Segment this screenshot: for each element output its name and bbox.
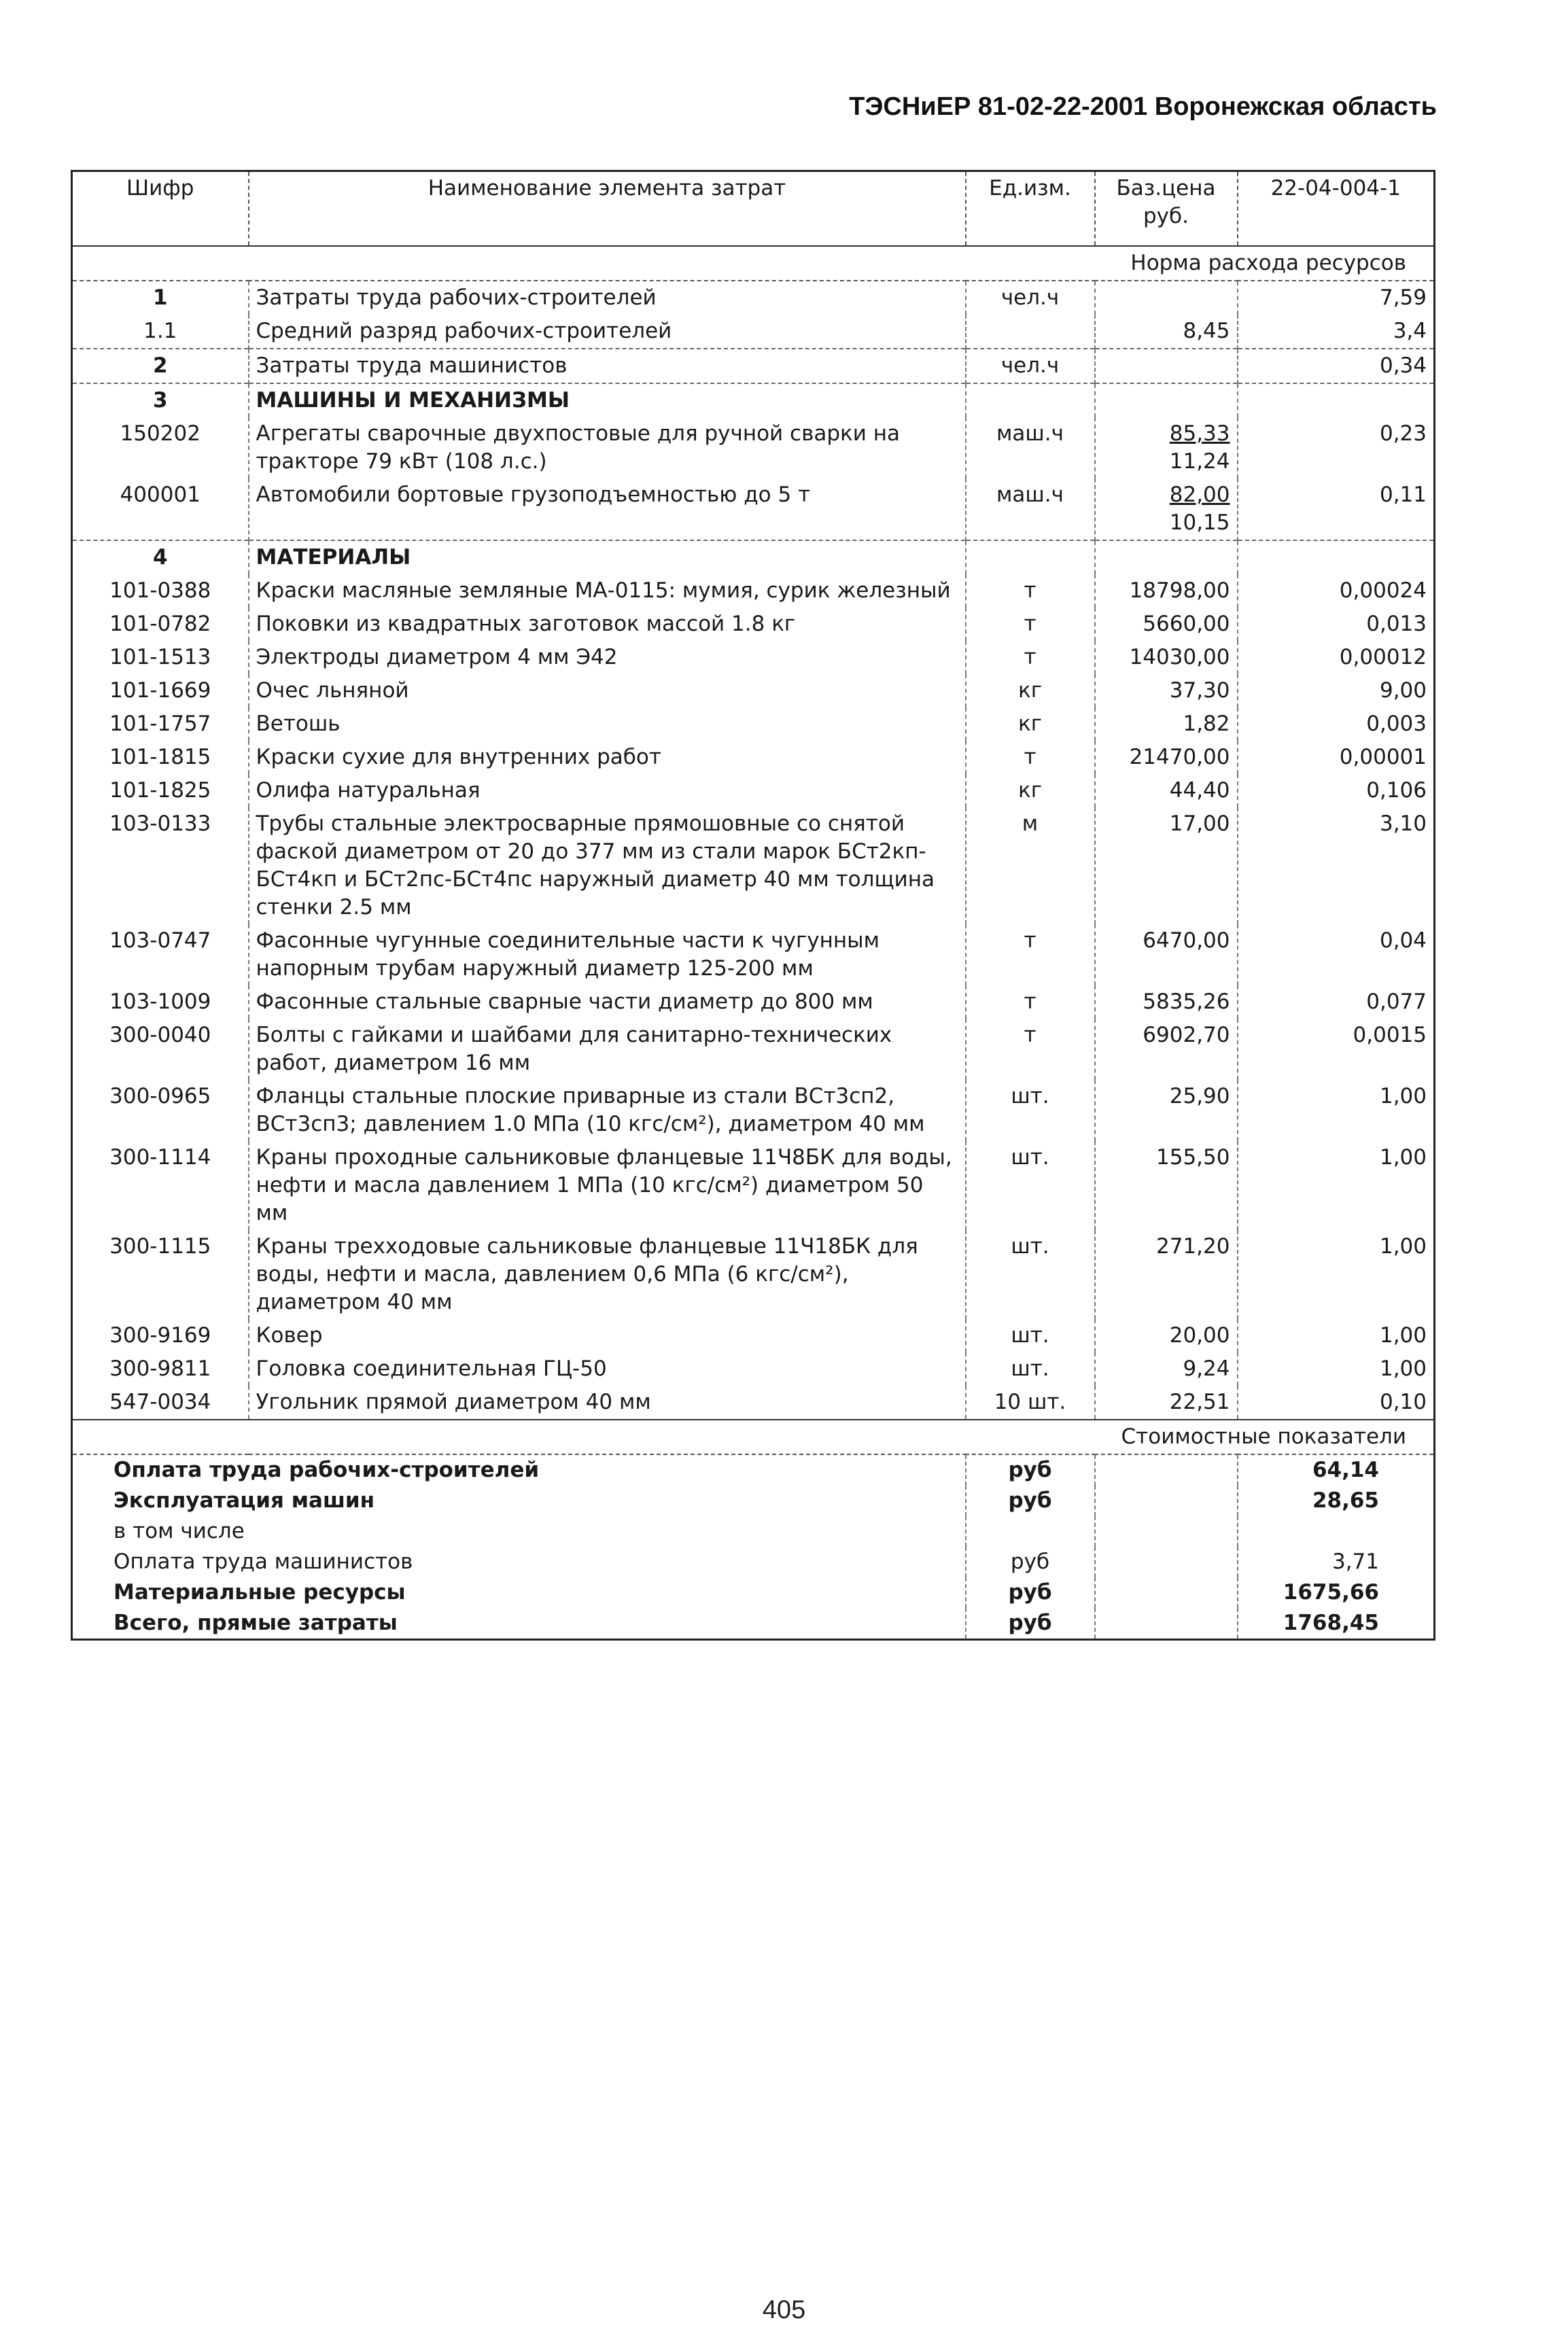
row-price bbox=[1095, 478, 1238, 540]
row-name: Краны проходные сальниковые фланцевые 11Ч8БК для воды, нефти и масла давлением 1 МПа (10 кгс/см²) диаметром 50 мм bbox=[249, 1141, 966, 1230]
header-unit: Ед.изм. bbox=[966, 171, 1095, 247]
row-name: Головка соединительная ГЦ-50 bbox=[249, 1352, 966, 1386]
row-price-value: 6470,00 bbox=[1143, 928, 1230, 953]
row-norm: 3,10 bbox=[1238, 807, 1435, 924]
total-value: 3,71 bbox=[1238, 1547, 1435, 1577]
total-unit: руб bbox=[966, 1547, 1095, 1577]
row-price bbox=[1095, 1352, 1238, 1386]
row-norm: 3,4 bbox=[1238, 315, 1435, 349]
row-price bbox=[1095, 1019, 1238, 1080]
row-price-salary: 11,24 bbox=[1169, 449, 1230, 474]
row-name: Угольник прямой диаметром 40 мм bbox=[249, 1386, 966, 1420]
table-row bbox=[72, 478, 1435, 540]
header-name: Наименование элемента затрат bbox=[249, 171, 966, 247]
row-price bbox=[1095, 574, 1238, 608]
row-price bbox=[1095, 383, 1238, 417]
row-price bbox=[1095, 1386, 1238, 1420]
row-code: 103-1009 bbox=[109, 990, 211, 1014]
row-norm: 0,0015 bbox=[1238, 1019, 1435, 1080]
total-value: 1675,66 bbox=[1238, 1577, 1435, 1608]
norms-label-row bbox=[72, 246, 1435, 281]
table-row bbox=[72, 1230, 1435, 1319]
row-name: Автомобили бортовые грузоподъемностью до 5 т bbox=[249, 478, 966, 540]
total-price-empty bbox=[1095, 1486, 1238, 1516]
row-price bbox=[1095, 774, 1238, 807]
row-norm bbox=[1238, 383, 1435, 417]
total-price-empty bbox=[1095, 1608, 1238, 1640]
row-norm: 0,10 bbox=[1238, 1386, 1435, 1420]
row-code: 300-1114 bbox=[109, 1145, 211, 1170]
row-unit bbox=[966, 315, 1095, 349]
row-code: 300-0040 bbox=[109, 1023, 211, 1047]
row-name: Ковер bbox=[249, 1319, 966, 1352]
row-name: Фасонные стальные сварные части диаметр до 800 мм bbox=[249, 985, 966, 1019]
row-price bbox=[1095, 315, 1238, 349]
row-name: Краны трехходовые сальниковые фланцевые 11Ч18БК для воды, нефти и масла, давлением 0,6 МПа (6 кгс/см²), диаметром 40 мм bbox=[249, 1230, 966, 1319]
row-price bbox=[1095, 608, 1238, 641]
row-code: 1 bbox=[152, 285, 168, 310]
row-unit: т bbox=[966, 985, 1095, 1019]
row-code: 300-1115 bbox=[109, 1234, 211, 1259]
row-unit: шт. bbox=[966, 1141, 1095, 1230]
row-norm: 1,00 bbox=[1238, 1230, 1435, 1319]
header-code: Шифр bbox=[72, 171, 249, 247]
row-code: 101-1669 bbox=[109, 678, 211, 703]
total-name: в том числе bbox=[114, 1519, 245, 1543]
row-name: Агрегаты сварочные двухпостовые для ручной сварки на тракторе 79 кВт (108 л.с.) bbox=[249, 417, 966, 478]
table-row bbox=[72, 807, 1435, 924]
row-price bbox=[1095, 1230, 1238, 1319]
table-row bbox=[72, 1019, 1435, 1080]
row-price bbox=[1095, 417, 1238, 478]
row-norm: 0,077 bbox=[1238, 985, 1435, 1019]
table-row bbox=[72, 417, 1435, 478]
row-price bbox=[1095, 540, 1238, 574]
row-name: Затраты труда рабочих-строителей bbox=[249, 281, 966, 315]
total-row bbox=[72, 1577, 1435, 1608]
row-price bbox=[1095, 281, 1238, 315]
table-row bbox=[72, 774, 1435, 807]
table-row bbox=[72, 641, 1435, 674]
row-norm: 1,00 bbox=[1238, 1352, 1435, 1386]
row-unit: шт. bbox=[966, 1352, 1095, 1386]
row-unit: кг bbox=[966, 774, 1095, 807]
row-name: МАШИНЫ И МЕХАНИЗМЫ bbox=[249, 383, 966, 417]
cost-label: Стоимостные показатели bbox=[72, 1420, 1435, 1454]
header-price: Баз.цена руб. bbox=[1095, 171, 1238, 247]
table-row bbox=[72, 707, 1435, 741]
table-row bbox=[72, 281, 1435, 315]
row-code: 103-0133 bbox=[109, 811, 211, 836]
row-price bbox=[1095, 1080, 1238, 1141]
row-code: 300-9811 bbox=[109, 1356, 211, 1381]
page-number: 405 bbox=[762, 2296, 806, 2324]
total-unit: руб bbox=[966, 1454, 1095, 1486]
total-row bbox=[72, 1547, 1435, 1577]
cost-label-row bbox=[72, 1420, 1435, 1454]
row-name: Затраты труда машинистов bbox=[249, 349, 966, 383]
row-price bbox=[1095, 985, 1238, 1019]
row-price-salary: 10,15 bbox=[1169, 510, 1230, 535]
cost-table bbox=[71, 170, 1435, 1641]
row-price-value: 5835,26 bbox=[1143, 990, 1230, 1014]
row-price-value: 85,33 bbox=[1169, 421, 1230, 446]
row-code: 101-1757 bbox=[109, 712, 211, 736]
row-name: Ветошь bbox=[249, 707, 966, 741]
row-code: 2 bbox=[72, 349, 249, 383]
section-row bbox=[72, 383, 1435, 417]
row-code: 300-0965 bbox=[109, 1084, 211, 1108]
row-norm: 1,00 bbox=[1238, 1319, 1435, 1352]
total-value: 1768,45 bbox=[1238, 1608, 1435, 1640]
row-code: 101-1513 bbox=[109, 645, 211, 669]
total-price-empty bbox=[1095, 1516, 1238, 1547]
total-name: Всего, прямые затраты bbox=[114, 1611, 398, 1635]
row-unit: кг bbox=[966, 707, 1095, 741]
total-name: Материальные ресурсы bbox=[114, 1580, 406, 1605]
row-price-value: 1,82 bbox=[1183, 712, 1230, 736]
table-row bbox=[72, 574, 1435, 608]
row-price-value: 271,20 bbox=[1156, 1234, 1230, 1259]
table-row bbox=[72, 608, 1435, 641]
table-row bbox=[72, 1080, 1435, 1141]
row-code: 1.1 bbox=[143, 319, 177, 343]
row-unit: т bbox=[966, 608, 1095, 641]
row-price-value: 21470,00 bbox=[1129, 745, 1230, 769]
row-code: 101-1825 bbox=[109, 778, 211, 803]
row-unit bbox=[966, 383, 1095, 417]
row-name: Краски сухие для внутренних работ bbox=[249, 741, 966, 774]
row-unit: т bbox=[966, 574, 1095, 608]
total-name: Эксплуатация машин bbox=[114, 1488, 375, 1513]
row-norm: 0,00024 bbox=[1238, 574, 1435, 608]
row-name: Средний разряд рабочих-строителей bbox=[249, 315, 966, 349]
total-unit: руб bbox=[966, 1577, 1095, 1608]
row-unit: т bbox=[966, 741, 1095, 774]
row-price-value: 82,00 bbox=[1169, 483, 1230, 507]
row-price bbox=[1095, 641, 1238, 674]
row-code: 3 bbox=[72, 383, 249, 417]
row-price-value: 9,24 bbox=[1183, 1356, 1230, 1381]
row-norm: 0,013 bbox=[1238, 608, 1435, 641]
row-code: 547-0034 bbox=[109, 1390, 211, 1414]
total-price-empty bbox=[1095, 1577, 1238, 1608]
total-row bbox=[72, 1454, 1435, 1486]
row-price-value: 37,30 bbox=[1169, 678, 1230, 703]
row-price-value: 18798,00 bbox=[1129, 578, 1230, 603]
row-unit bbox=[966, 540, 1095, 574]
row-unit: шт. bbox=[966, 1080, 1095, 1141]
row-unit: т bbox=[966, 924, 1095, 985]
table-row bbox=[72, 315, 1435, 349]
row-unit: шт. bbox=[966, 1230, 1095, 1319]
row-code: 101-1815 bbox=[109, 745, 211, 769]
total-value: 64,14 bbox=[1238, 1454, 1435, 1486]
row-price-value: 22,51 bbox=[1169, 1390, 1230, 1414]
row-code: 400001 bbox=[120, 483, 201, 507]
row-unit: чел.ч bbox=[966, 281, 1095, 315]
row-norm: 1,00 bbox=[1238, 1141, 1435, 1230]
row-unit: т bbox=[966, 641, 1095, 674]
row-name: Поковки из квадратных заготовок массой 1.8 кг bbox=[249, 608, 966, 641]
row-norm: 0,34 bbox=[1238, 349, 1435, 383]
row-name: Очес льняной bbox=[249, 674, 966, 707]
row-norm: 0,003 bbox=[1238, 707, 1435, 741]
row-price-value: 25,90 bbox=[1169, 1084, 1230, 1108]
row-unit: кг bbox=[966, 674, 1095, 707]
row-price bbox=[1095, 349, 1238, 383]
row-norm: 0,23 bbox=[1238, 417, 1435, 478]
row-code: 103-0747 bbox=[109, 928, 211, 953]
row-price bbox=[1095, 807, 1238, 924]
row-norm: 0,11 bbox=[1238, 478, 1435, 540]
total-name: Оплата труда рабочих-строителей bbox=[114, 1458, 540, 1482]
row-norm: 0,106 bbox=[1238, 774, 1435, 807]
row-price bbox=[1095, 1141, 1238, 1230]
total-row bbox=[72, 1608, 1435, 1640]
total-unit bbox=[966, 1516, 1095, 1547]
row-price-value: 155,50 bbox=[1156, 1145, 1230, 1170]
row-code: 300-9169 bbox=[109, 1323, 211, 1348]
row-unit: маш.ч bbox=[966, 417, 1095, 478]
table-row bbox=[72, 1352, 1435, 1386]
row-price bbox=[1095, 1319, 1238, 1352]
norms-label: Норма расхода ресурсов bbox=[72, 246, 1435, 281]
row-name: Краски масляные земляные МА-0115: мумия, сурик железный bbox=[249, 574, 966, 608]
header-norm: 22-04-004-1 bbox=[1238, 171, 1435, 247]
total-name: Оплата труда машинистов bbox=[114, 1550, 413, 1574]
row-unit: т bbox=[966, 1019, 1095, 1080]
row-price bbox=[1095, 924, 1238, 985]
row-code: 101-0388 bbox=[109, 578, 211, 603]
row-name: Фасонные чугунные соединительные части к чугунным напорным трубам наружный диаметр 125-200 мм bbox=[249, 924, 966, 985]
row-code: 150202 bbox=[120, 421, 201, 446]
row-norm: 0,00012 bbox=[1238, 641, 1435, 674]
table-row bbox=[72, 985, 1435, 1019]
row-price-value: 6902,70 bbox=[1143, 1023, 1230, 1047]
row-price-value: 17,00 bbox=[1169, 811, 1230, 836]
table-row bbox=[72, 1319, 1435, 1352]
row-name: Олифа натуральная bbox=[249, 774, 966, 807]
row-norm bbox=[1238, 540, 1435, 574]
row-price bbox=[1095, 741, 1238, 774]
table-header-row bbox=[72, 171, 1435, 247]
row-norm: 0,00001 bbox=[1238, 741, 1435, 774]
total-row bbox=[72, 1486, 1435, 1516]
row-price bbox=[1095, 674, 1238, 707]
row-price-value: 20,00 bbox=[1169, 1323, 1230, 1348]
row-unit: шт. bbox=[966, 1319, 1095, 1352]
row-norm: 0,04 bbox=[1238, 924, 1435, 985]
table-row bbox=[72, 741, 1435, 774]
row-norm: 1,00 bbox=[1238, 1080, 1435, 1141]
table-row bbox=[72, 1386, 1435, 1420]
row-name: Болты с гайками и шайбами для санитарно-технических работ, диаметром 16 мм bbox=[249, 1019, 966, 1080]
table-row bbox=[72, 349, 1435, 383]
row-price-value: 5660,00 bbox=[1143, 612, 1230, 636]
total-unit: руб bbox=[966, 1486, 1095, 1516]
row-price-value: 44,40 bbox=[1169, 778, 1230, 803]
row-code: 4 bbox=[72, 540, 249, 574]
document-title: ТЭСНиЕР 81-02-22-2001 Воронежская область bbox=[849, 92, 1437, 121]
row-price bbox=[1095, 707, 1238, 741]
table-row bbox=[72, 674, 1435, 707]
total-unit: руб bbox=[966, 1608, 1095, 1640]
row-price-value: 8,45 bbox=[1183, 319, 1230, 343]
row-unit: м bbox=[966, 807, 1095, 924]
row-name: Электроды диаметром 4 мм Э42 bbox=[249, 641, 966, 674]
row-name: МАТЕРИАЛЫ bbox=[249, 540, 966, 574]
row-price-value: 14030,00 bbox=[1129, 645, 1230, 669]
total-value bbox=[1238, 1516, 1435, 1547]
table-row bbox=[72, 1141, 1435, 1230]
table-row bbox=[72, 924, 1435, 985]
row-unit: чел.ч bbox=[966, 349, 1095, 383]
row-name: Фланцы стальные плоские приварные из стали ВСт3сп2, ВСт3сп3; давлением 1.0 МПа (10 кгс/см²), диаметром 40 мм bbox=[249, 1080, 966, 1141]
row-unit: маш.ч bbox=[966, 478, 1095, 540]
total-price-empty bbox=[1095, 1547, 1238, 1577]
row-unit: 10 шт. bbox=[966, 1386, 1095, 1420]
row-norm: 7,59 bbox=[1238, 281, 1435, 315]
row-code: 101-0782 bbox=[109, 612, 211, 636]
total-row bbox=[72, 1516, 1435, 1547]
total-value: 28,65 bbox=[1238, 1486, 1435, 1516]
section-row bbox=[72, 540, 1435, 574]
row-name: Трубы стальные электросварные прямошовные со снятой фаской диаметром от 20 до 377 мм из стали марок БСт2кп-БСт4кп и БСт2пс-БСт4пс наружный диаметр 40 мм толщина стенки 2.5 мм bbox=[249, 807, 966, 924]
row-norm: 9,00 bbox=[1238, 674, 1435, 707]
total-price-empty bbox=[1095, 1454, 1238, 1486]
